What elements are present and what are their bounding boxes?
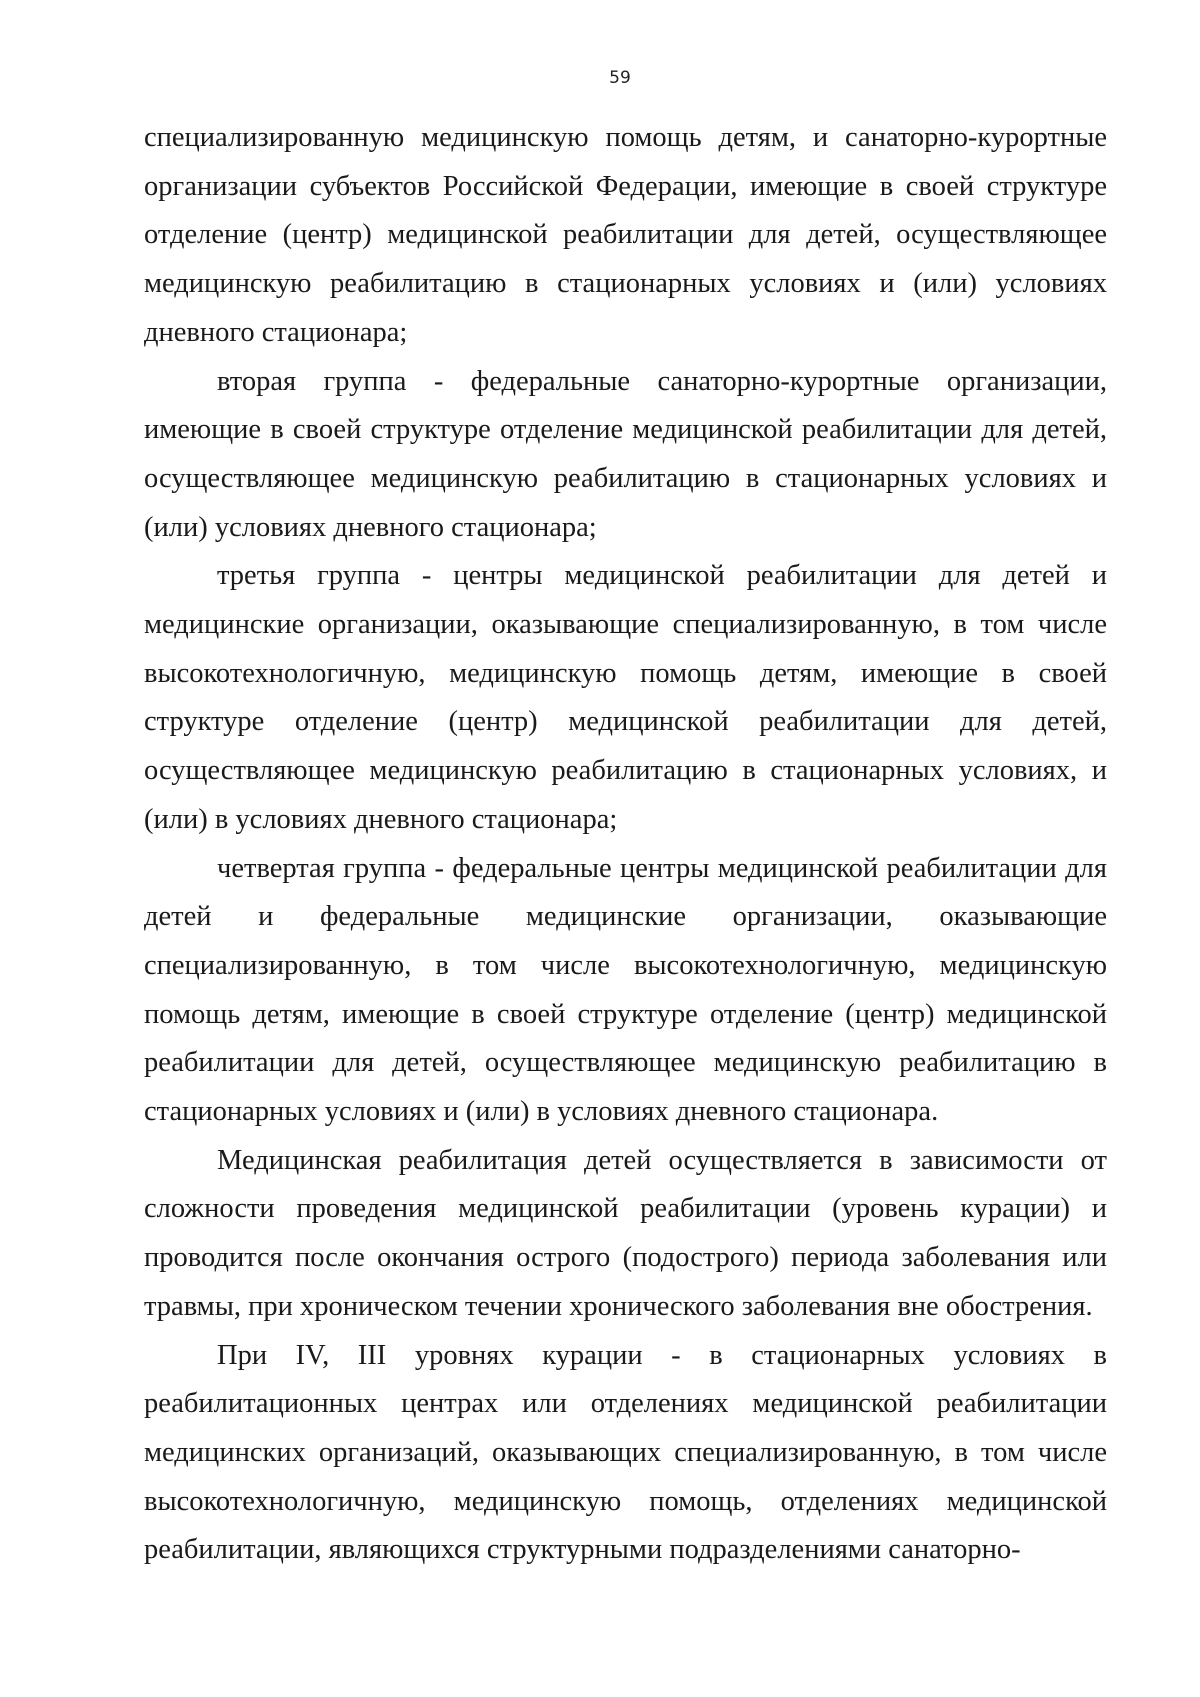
text-line: дневного стационара; [144, 316, 408, 348]
text-line: реабилитации для детей, осуществляющее медицинскую реабилитацию [144, 1047, 1076, 1079]
text-line: высокотехнологичную, медицинскую помощь детям, имеющие в своей [144, 657, 1107, 689]
text-line: медицинских организаций, оказывающих специализированную, в том числе [144, 1436, 1107, 1468]
text-line: структуре отделение (центр) медицинской реабилитации для детей, [144, 706, 1107, 738]
text-line: в реабилитационных центрах или отделениях медицинской реабилитации [144, 1339, 1108, 1420]
text-line: отделение (центр) медицинской реабилитации для детей, осуществляющее [144, 219, 1107, 251]
text-line: осуществляющее медицинскую реабилитацию в стационарных условиях, [144, 755, 1078, 787]
paragraph-3 [144, 552, 1107, 844]
paragraph-2 [144, 358, 1107, 553]
paragraph-1 [144, 114, 1107, 358]
text-line: При IV, III уровнях курации - в стационарных условиях [217, 1339, 1065, 1371]
text-line: специализированную, в том числе высокотехнологичную, медицинскую [144, 949, 1107, 981]
text-line: и (или) условиях дневного стационара; [144, 462, 1108, 543]
text-line: осуществляющее медицинскую реабилитацию в стационарных условиях [144, 462, 1076, 494]
document-body [144, 114, 1107, 1575]
paragraph-4 [144, 845, 1107, 1137]
text-line: организации субъектов Российской Федерации, имеющие в своей структуре [144, 170, 1107, 202]
text-line: или травмы, при хроническом течении хронического заболевания [144, 1242, 1108, 1322]
text-line: вне обострения. [897, 1290, 1093, 1322]
text-line: высокотехнологичную, медицинскую помощь, отделениях медицинской [144, 1485, 1107, 1517]
text-line: для детей и федеральные медицинские организации, оказывающие [144, 852, 1107, 933]
text-line: специализированную медицинскую помощь детям, и санаторно-курортные [144, 122, 1107, 153]
page-number: 59 [609, 68, 631, 88]
text-line: четвертая группа - федеральные центры медицинской реабилитации [217, 852, 1057, 884]
text-line: помощь детям, имеющие в своей структуре отделение (центр) медицинской [144, 998, 1107, 1030]
text-line: и проводится после окончания острого (подострого) периода заболевания [144, 1193, 1107, 1274]
text-line: реабилитации, являющихся структурными подразделениями санаторно- [144, 1534, 1021, 1566]
text-line: третья группа - центры медицинской реабилитации для детей [217, 560, 1070, 592]
text-line: вторая группа - федеральные санаторно-курортные организации, [217, 365, 1107, 397]
paragraph-5 [144, 1137, 1107, 1332]
paragraph-6 [144, 1332, 1107, 1576]
text-line: и медицинские организации, оказывающие специализированную, в том числе [144, 560, 1107, 641]
text-line: имеющие в своей структуре отделение медицинской реабилитации для детей, [144, 414, 1107, 446]
text-line: и (или) в условиях дневного стационара; [144, 755, 1108, 835]
text-line: в стационарных условиях и (или) в условиях дневного стационара. [144, 1047, 1107, 1128]
text-line: медицинскую реабилитацию в стационарных условиях и (или) условиях [144, 268, 1107, 300]
text-line: Медицинская реабилитация детей осуществляется в зависимости [217, 1144, 1064, 1176]
text-line: от сложности проведения медицинской реабилитации (уровень курации) [144, 1144, 1108, 1225]
